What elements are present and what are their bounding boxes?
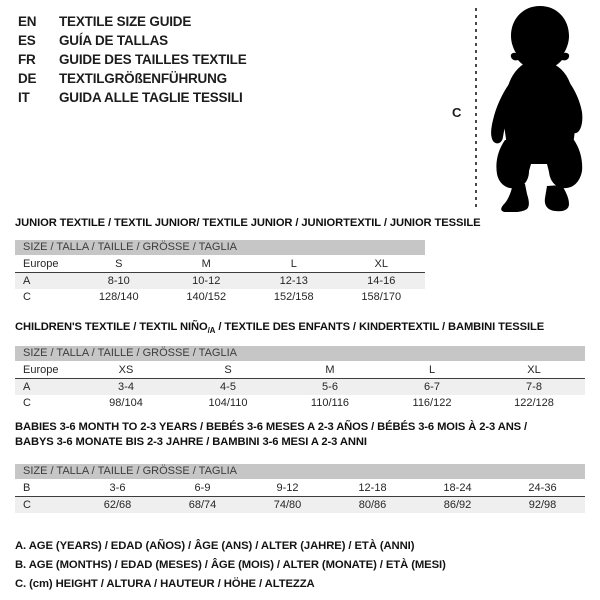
- table-title-text: CHILDREN'S TEXTILE / TEXTIL NIÑO: [15, 321, 208, 333]
- table-cell: 140/152: [186, 291, 227, 303]
- table-row: [15, 497, 585, 514]
- table-row: [15, 395, 585, 411]
- children-table-grid: [15, 361, 585, 411]
- language-row-de: [18, 69, 247, 88]
- row-label: A: [23, 381, 31, 393]
- table-cell: 8-10: [107, 275, 130, 287]
- table-title-text: BABIES 3-6 MONTH TO 2-3 YEARS / BEBÉS 3-6 MESES A 2-3 AÑOS / BÉBÉS 3-6 MOIS À 2-3 ANS /: [15, 421, 528, 433]
- language-code: ES: [18, 33, 36, 48]
- table-cell: 7-8: [526, 381, 542, 393]
- table-title-text: /A: [207, 326, 216, 336]
- table-cell: 86/92: [443, 499, 472, 511]
- table-cell: XL: [338, 255, 426, 273]
- table-cell: L: [381, 361, 483, 379]
- table-cell: 3-6: [75, 479, 160, 497]
- row-label: A: [23, 275, 31, 287]
- language-row-en: [18, 12, 247, 31]
- table-cell: 14-16: [367, 275, 396, 287]
- language-label: GUIDA ALLE TAGLIE TESSILI: [59, 90, 243, 105]
- table-row: [15, 379, 585, 396]
- table-cell: 3-4: [118, 381, 134, 393]
- table-cell: 18-24: [415, 479, 500, 497]
- children-size-table: [15, 346, 585, 411]
- table-cell: XS: [75, 361, 177, 379]
- table-cell: 5-6: [322, 381, 338, 393]
- table-cell: M: [163, 255, 251, 273]
- table-cell: 4-5: [220, 381, 236, 393]
- table-row: [15, 479, 585, 497]
- table-cell: 110/116: [310, 397, 350, 409]
- table-cell: 74/80: [273, 499, 302, 511]
- table-cell: 158/170: [361, 291, 402, 303]
- baby-silhouette-icon: [483, 4, 598, 212]
- size-header-bar: SIZE / TALLA / TAILLE / GRÖSSE / TAGLIA: [15, 346, 585, 361]
- table-cell: 152/158: [273, 291, 314, 303]
- language-row-fr: [18, 50, 247, 69]
- height-dashed-line: [475, 8, 477, 208]
- table-cell: 6-7: [424, 381, 440, 393]
- table-row: [15, 289, 425, 305]
- table-cell: L: [250, 255, 338, 273]
- junior-size-table: [15, 240, 425, 305]
- table-title-text: / TEXTILE DES ENFANTS / KINDERTEXTIL / BAMBINI TESSILE: [215, 321, 545, 333]
- table-cell: 24-36: [500, 479, 585, 497]
- language-row-it: [18, 88, 247, 107]
- table-cell: 62/68: [103, 499, 132, 511]
- table-cell: 68/74: [188, 499, 217, 511]
- children-table-title: [15, 320, 544, 338]
- table-cell: XL: [483, 361, 585, 379]
- note-age-months: B. AGE (MONTHS) / EDAD (MESES) / ÂGE (MOIS) / ALTER (MONATE) / ETÀ (MESI): [15, 559, 446, 571]
- table-cell: M: [279, 361, 381, 379]
- table-cell: 116/122: [412, 397, 452, 409]
- language-code: EN: [18, 14, 37, 29]
- junior-table-title: [15, 216, 480, 231]
- row-label: Europe: [15, 361, 75, 379]
- table-cell: S: [75, 255, 163, 273]
- junior-table-grid: [15, 255, 425, 305]
- table-cell: S: [177, 361, 279, 379]
- language-code: FR: [18, 52, 36, 67]
- note-height-cm: C. (cm) HEIGHT / ALTURA / HAUTEUR / HÖHE / ALTEZZA: [15, 578, 315, 590]
- table-cell: 128/140: [98, 291, 139, 303]
- row-label: B: [15, 479, 75, 497]
- table-cell: 122/128: [514, 397, 554, 409]
- table-cell: 92/98: [528, 499, 557, 511]
- table-row: [15, 255, 425, 273]
- table-row: [15, 361, 585, 379]
- babies-size-table: [15, 464, 585, 513]
- language-label: TEXTILE SIZE GUIDE: [59, 14, 192, 29]
- row-label: C: [23, 499, 31, 511]
- row-label: C: [23, 397, 31, 409]
- table-cell: 80/86: [358, 499, 387, 511]
- language-title-list: [18, 12, 247, 107]
- language-code: IT: [18, 90, 30, 105]
- babies-table-grid: [15, 479, 585, 513]
- table-cell: 9-12: [245, 479, 330, 497]
- table-cell: 98/104: [109, 397, 143, 409]
- language-code: DE: [18, 71, 37, 86]
- legend-notes: [15, 537, 446, 594]
- language-label: TEXTILGRÖßENFÜHRUNG: [59, 71, 227, 86]
- babies-table-title: [15, 420, 527, 450]
- table-cell: 12-13: [279, 275, 308, 287]
- language-label: GUÍA DE TALLAS: [59, 33, 168, 48]
- size-header-bar: SIZE / TALLA / TAILLE / GRÖSSE / TAGLIA: [15, 240, 425, 255]
- row-label: C: [23, 291, 31, 303]
- table-cell: 6-9: [160, 479, 245, 497]
- height-line-label: C: [452, 105, 462, 120]
- row-label: Europe: [15, 255, 75, 273]
- table-cell: 10-12: [192, 275, 221, 287]
- language-label: GUIDE DES TAILLES TEXTILE: [59, 52, 247, 67]
- note-age-years: A. AGE (YEARS) / EDAD (AÑOS) / ÂGE (ANS) / ALTER (JAHRE) / ETÀ (ANNI): [15, 540, 415, 552]
- table-cell: 12-18: [330, 479, 415, 497]
- language-row-es: [18, 31, 247, 50]
- table-title-text: BABYS 3-6 MONATE BIS 2-3 JAHRE / BAMBINI 3-6 MESI A 2-3 ANNI: [15, 436, 367, 448]
- size-header-bar: SIZE / TALLA / TAILLE / GRÖSSE / TAGLIA: [15, 464, 585, 479]
- table-title-text: JUNIOR TEXTILE / TEXTIL JUNIOR/ TEXTILE JUNIOR / JUNIORTEXTIL / JUNIOR TESSILE: [15, 217, 481, 229]
- table-cell: 104/110: [208, 397, 248, 409]
- table-row: [15, 273, 425, 290]
